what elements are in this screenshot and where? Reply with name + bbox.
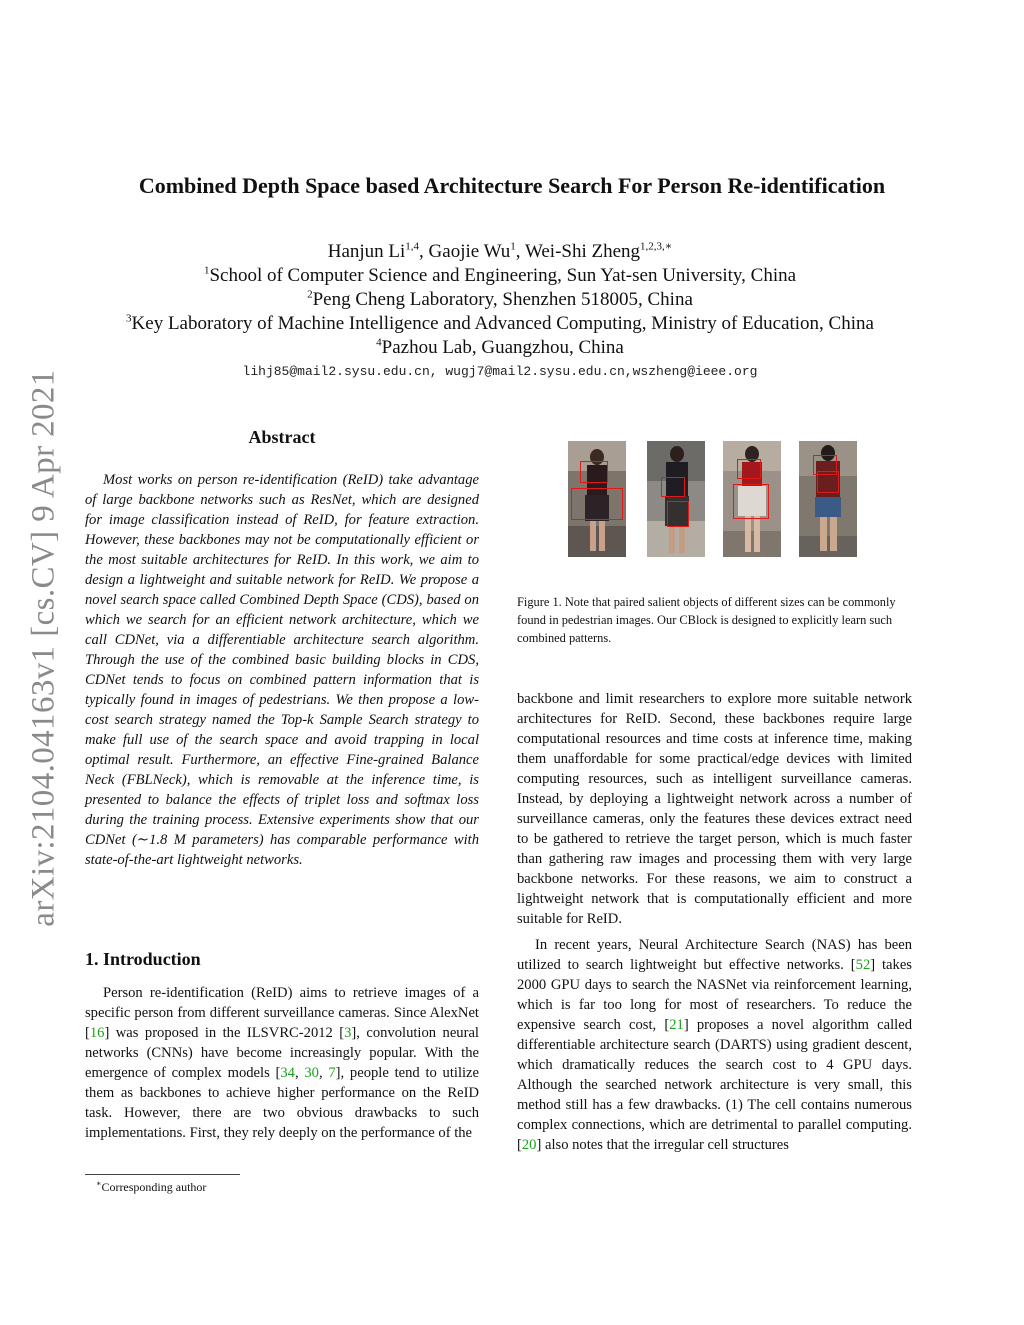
detection-box — [661, 477, 685, 497]
citation-link[interactable]: 30 — [304, 1065, 319, 1081]
text-run: ], convolution neural networks (CNNs) have become increasingly popular. With the emergence of complex models [ — [85, 1025, 479, 1081]
citation-link[interactable]: 52 — [855, 957, 871, 973]
citation-link[interactable]: 3 — [344, 1025, 352, 1041]
author-block — [0, 240, 1000, 360]
author-name: Wei-Shi Zheng — [524, 241, 641, 262]
text-run: , — [294, 1065, 305, 1081]
text-run: , — [318, 1065, 329, 1081]
author-name: Gaojie Wu — [428, 241, 511, 262]
pedestrian-image-2 — [647, 441, 705, 557]
author-sup: 1,4 — [405, 240, 420, 253]
detection-box — [571, 488, 623, 520]
affiliation — [0, 288, 1000, 312]
affiliation-num: 1 — [203, 264, 210, 277]
author-sup: 1,2,3,∗ — [640, 240, 673, 253]
footnote-text: Corresponding author — [101, 1180, 207, 1194]
text-run: ], people tend to utilize them as backbones to achieve higher performance on the ReID task. However, there are two obvious drawbacks to such implementations. First, they rely deeply on the performance of the — [85, 1065, 480, 1141]
pedestrian-image — [723, 441, 781, 557]
arxiv-stamp-text: arXiv:2104.04163v1 [cs.CV] 9 Apr 2021 — [25, 368, 62, 927]
citation-link[interactable]: 7 — [328, 1065, 336, 1081]
footnote — [96, 1179, 206, 1195]
text-run: ] proposes a novel algorithm called differentiable architecture search (DARTS) using gradient descent, which dramatically reduces the search cost to 4 GPU days. Although the searched network architecture is very small, this method still has a few drawbacks. (1) The cell contains numerous complex connections, which are detrimental to parallel computing. [ — [517, 1017, 912, 1153]
citation-link[interactable]: 16 — [89, 1025, 105, 1041]
affiliation-text: Peng Cheng Laboratory, Shenzhen 518005, China — [312, 289, 693, 310]
pedestrian-image — [799, 441, 857, 557]
affiliation-text: Key Laboratory of Machine Intelligence and Advanced Computing, Ministry of Education, China — [131, 313, 874, 334]
arxiv-stamp — [22, 365, 66, 930]
intro-left-column — [85, 983, 479, 1143]
intro-paragraph — [517, 935, 912, 1155]
detection-box — [733, 484, 769, 519]
detection-box — [817, 471, 839, 493]
affiliation-text: School of Computer Science and Engineering, Sun Yat-sen University, China — [209, 265, 797, 286]
text-run: ] was proposed in the ILSVRC-2012 [ — [104, 1025, 345, 1041]
intro-paragraph — [85, 983, 479, 1143]
text-run: ] also notes that the irregular cell structures — [536, 1137, 789, 1153]
text-run: In recent years, Neural Architecture Search (NAS) has been utilized to search lightweight but effective networks. [ — [517, 937, 912, 973]
detection-box — [737, 459, 761, 479]
author-name: Hanjun Li — [327, 241, 406, 262]
affiliation-num: 3 — [126, 312, 132, 325]
citation-link[interactable]: 21 — [669, 1017, 684, 1033]
affiliation-num: 2 — [307, 288, 313, 301]
paper-title: Combined Depth Space based Architecture Search For Person Re-identification — [138, 173, 886, 198]
intro-right-column — [517, 689, 912, 1155]
footnote-divider — [85, 1174, 240, 1175]
abstract-heading: Abstract — [248, 427, 316, 447]
citation-link[interactable]: 34 — [280, 1065, 295, 1081]
pedestrian-image — [647, 441, 705, 557]
pedestrian-image — [568, 441, 626, 557]
author-sup: 1 — [510, 240, 516, 253]
citation-link[interactable]: 20 — [521, 1137, 537, 1153]
text-run: Person re-identification (ReID) aims to retrieve images of a specific person from different surveillance cameras. Since AlexNet [ — [85, 985, 479, 1041]
intro-paragraph: backbone and limit researchers to explore more suitable network architectures for ReID. Second, these backbones require large computational resources and time costs at inference time, making them unaffordable for some practical/edge devices with limited computing resources, such as intelligent surveillance cameras. Instead, by deploying a lightweight network across a number of surveillance cameras, only the features these devices extract need to be gathered to retrieve the target person, which is much faster than gathering raw images and processing them with very large backbone networks. For these reasons, we aim to construct a lightweight network that is computationally efficient and more suitable for ReID. — [517, 691, 912, 927]
author-line: Hanjun Li$^{1,4}$, Gaojie Wu$^1$, Wei-Shi Zheng$^{1,2,3,∗}$ — [327, 240, 673, 262]
footnote-mark: ∗ — [96, 1179, 102, 1188]
detection-box — [580, 461, 608, 483]
author-emails: lihj85@mail2.sysu.edu.cn, wugj7@mail2.sysu.edu.cn,wszheng@ieee.org — [242, 364, 758, 379]
affiliation-text: Pazhou Lab, Guangzhou, China — [381, 337, 624, 358]
detection-box — [667, 501, 689, 527]
affiliation — [0, 336, 1000, 360]
figure-caption: Figure 1. Note that paired salient objects of different sizes can be commonly found in pedestrian images. Our CBlock is designed to explicitly learn such combined patterns. — [517, 595, 896, 645]
affiliation-num: 4 — [376, 336, 382, 349]
affiliation — [0, 264, 1000, 288]
section-heading-introduction: 1. Introduction — [85, 949, 201, 969]
affiliation — [0, 312, 1000, 336]
abstract-text: Most works on person re-identification (ReID) take advantage of large backbone networks such as ResNet, which are designed for image classification instead of ReID, for feature extraction. However, these backbones may not be computationally efficient or the most suitable architectures for ReID. In this work, we aim to design a lightweight and suitable network for ReID. We propose a novel search space called Combined Depth Space (CDS), based on which we search for an efficient network architecture, which we call CDNet, via a differentiable architecture search algorithm. Through the use of the combined basic building blocks in CDS, CDNet tends to focus on combined pattern information that is typically found in images of pedestrians. We then propose a low-cost search strategy named the Top-k Sample Search strategy to make full use of the search space and avoid trapping in local optimal result. Furthermore, an effective Fine-grained Balance Neck (FBLNeck), which is removable at the inference time, is presented to balance the effects of triplet loss and softmax loss during the training process. Extensive experiments show that our CDNet (∼1.8 M parameters) has comparable performance with state-of-the-art lightweight networks. — [85, 472, 479, 868]
text-run: ] takes 2000 GPU days to search the NASNet via reinforcement learning, which is far too long for most of researchers. To reduce the expensive search cost, [ — [517, 957, 912, 1033]
abstract-body — [85, 470, 479, 870]
